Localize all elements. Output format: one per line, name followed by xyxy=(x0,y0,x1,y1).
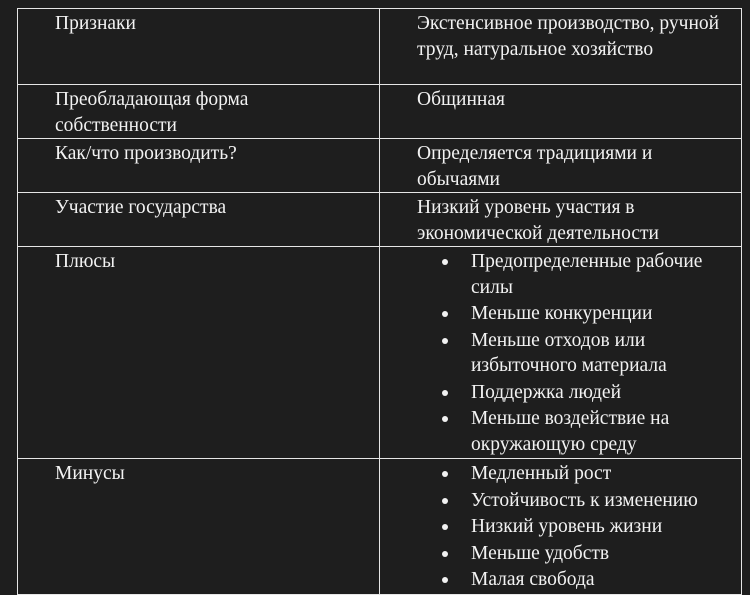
list-item-text: Меньше отходов или избыточного материала xyxy=(471,329,667,376)
list-item xyxy=(433,488,735,514)
feature-label: Преобладающая форма собственности xyxy=(55,89,249,136)
bullet-icon xyxy=(442,551,448,557)
table-row xyxy=(18,9,742,85)
list-item-text: Устойчивость к изменению xyxy=(471,489,698,511)
list-item-text: Малая свобода xyxy=(471,569,595,590)
list-item-text: Медленный рост xyxy=(471,463,612,484)
bullet-icon xyxy=(442,577,448,583)
list-item-text: Предопределенные рабочие силы xyxy=(471,251,703,298)
table-row xyxy=(18,139,742,193)
list-item xyxy=(433,461,735,487)
bullet-icon xyxy=(442,498,448,504)
feature-label: Как/что производить? xyxy=(55,143,237,164)
bullet-icon xyxy=(442,338,448,344)
list-item-text: Поддержка людей xyxy=(471,381,622,403)
list-item xyxy=(433,567,735,593)
table-cell-feature xyxy=(18,9,380,85)
table-cell-value xyxy=(380,9,742,85)
list-item xyxy=(433,249,735,300)
feature-label: Признаки xyxy=(55,13,136,34)
list-item-text: Меньше удобств xyxy=(471,542,610,564)
bullet-icon xyxy=(442,390,448,396)
list-item-text: Меньше конкуренции xyxy=(471,303,653,324)
table-cell-feature xyxy=(18,193,380,247)
bullet-icon xyxy=(442,259,448,265)
table-cell-value xyxy=(380,193,742,247)
comparison-table xyxy=(17,8,742,595)
feature-label: Плюсы xyxy=(55,251,116,272)
table-row-cons xyxy=(18,459,742,595)
bullet-icon xyxy=(442,524,448,530)
table-row-pros xyxy=(18,247,742,459)
bullet-icon xyxy=(442,311,448,317)
feature-value: Определяется традициями и обычаями xyxy=(417,143,653,190)
table-cell-value xyxy=(380,85,742,139)
feature-value: Низкий уровень участия в экономической деятельности xyxy=(417,197,659,244)
table-cell-value xyxy=(380,139,742,193)
list-item-text: Низкий уровень жизни xyxy=(471,516,663,537)
table-cell-value xyxy=(380,247,742,459)
list-item-text: Меньше воздействие на окружающую среду xyxy=(471,408,670,455)
feature-label: Участие государства xyxy=(55,197,227,218)
table-row xyxy=(18,193,742,247)
bullet-icon xyxy=(442,471,448,477)
list-item xyxy=(433,541,735,567)
list-item xyxy=(433,406,735,457)
pros-list xyxy=(380,247,741,457)
feature-value: Экстенсивное производство, ручной труд, натуральное хозяйство xyxy=(417,13,720,60)
table-cell-feature xyxy=(18,247,380,459)
list-item xyxy=(433,328,735,379)
cons-list xyxy=(380,459,741,593)
feature-value: Общинная xyxy=(417,89,505,110)
feature-label: Минусы xyxy=(55,463,125,484)
bullet-icon xyxy=(442,416,448,422)
table-cell-value xyxy=(380,459,742,595)
table-cell-feature xyxy=(18,85,380,139)
table-cell-feature xyxy=(18,139,380,193)
table-cell-feature xyxy=(18,459,380,595)
list-item xyxy=(433,514,735,540)
table-row xyxy=(18,85,742,139)
list-item xyxy=(433,301,735,327)
list-item xyxy=(433,380,735,406)
